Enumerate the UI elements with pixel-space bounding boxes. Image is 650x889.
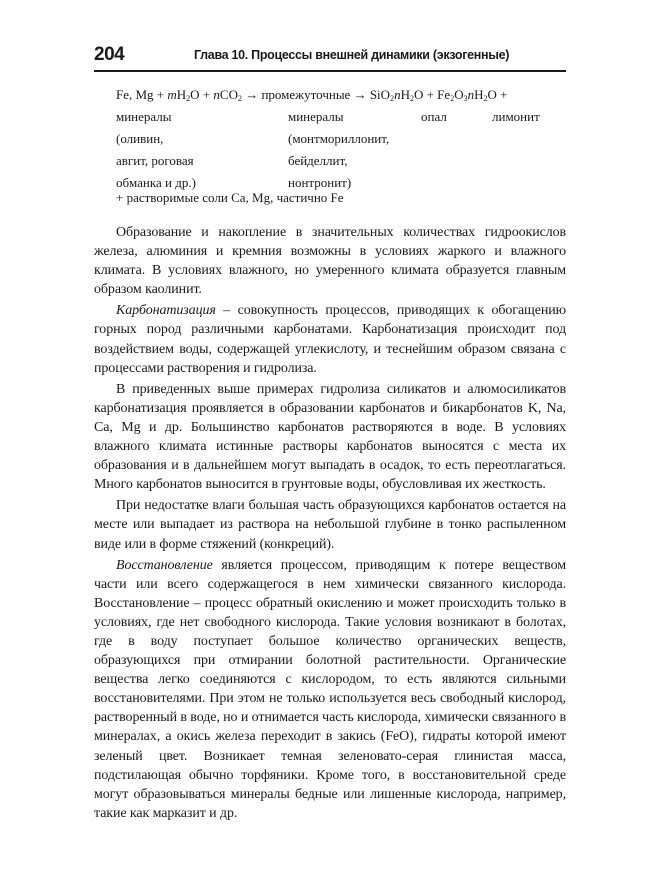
equation-text: H [400,87,410,102]
equation-subscript: 2 [186,94,191,103]
paragraph [94,556,566,823]
reaction-equation [116,87,507,103]
equation-text: → промежуточные → SiO [241,87,391,102]
column-line: минералы [288,109,344,124]
term-reduction: Восстановление [116,557,213,573]
soluble-salts-line: + растворимые соли Ca, Mg, частично Fe [116,190,344,205]
equation-text: O + [190,87,214,102]
opal-column [421,106,447,128]
paragraph [94,301,566,377]
page-header [94,44,566,68]
paragraph: Образование и накопление в значительных количествах гидроокислов железа, алюминия и кремния возможны в условиях жаркого и влажного климата. В условиях влажного, но умеренного климата образуется главным образом каолинит. [94,225,566,298]
running-title: Глава 10. Процессы внешней динамики (экзогенные) [194,48,510,62]
paragraph-text: – совокупность процессов, приводящих к обогащению горных пород различными карбонатами. Карбонатизация происходит под воздействием воды, содержащей углекислоту, и теснейшим образом связана с процессами растворения и гидролиза. [94,303,566,376]
equation-variable: n [213,87,220,102]
equation-variable: m [167,87,177,102]
equation-subscript: 3 [463,94,468,103]
equation-subscript: 2 [237,94,242,103]
column-line: (монтмориллонит, [288,131,390,146]
page-number: 204 [94,44,125,65]
column-line: опал [421,109,447,124]
equation-text: O + [487,87,508,102]
column-line: (оливин, [116,131,164,146]
equation-variable: n [467,87,475,102]
column-line: обманка и др.) [116,175,196,190]
equation-subscript: 2 [483,94,488,103]
equation-text: CO [219,87,238,102]
intermediate-minerals-column [288,106,389,194]
header-rule [94,70,566,72]
equation-subscript: 2 [390,94,395,103]
term-carbonatization: Карбонатизация [116,303,216,319]
equation-text: Fe, Mg + [116,87,168,102]
column-line: минералы [116,109,172,124]
equation-text: H [176,87,187,102]
body-text [94,223,566,823]
paragraph: В приведенных выше примерах гидролиза силикатов и алюмосиликатов карбонатизация проявляется в образовании карбонатов и бикарбонатов K, Na, Ca, Mg и др. Большинство карбонатов растворяются в воде. В условиях влажного климата истинные растворы карбонатов выносятся с места их образования и в дальнейшем могут выпадать в осадок, то есть переотлагаться. Много карбонатов выносится в грунтовые воды, обусловливая их жесткость. [94,381,566,493]
equation-text: O + Fe [413,87,451,102]
paragraph-text: является процессом, приводящим к потере веществом части или всего содержащегося в нем химически связанного кислорода. Восстановление – процесс обратный окислению и может происходить только в условиях, где нет свободного кислорода. Такие условия возникают в болотах, где в воду поступает большое количество органических веществ, образующихся при отмирании болотной растительности. Органические вещества легко соединяются с кислородом, то есть являются сильными восстановителями. При этом не только используется весь свободный кислород, растворенный в воде, но и отнимается часть кислорода, химически связанного в минералах, а окись железа переходит в закись (FeO), гидраты которой имеют зеленый цвет. Возникает темная зеленовато-серая глинистая масса, подстилающая обычно торфяники. Кроме того, в восстановительной среде могут образовываться минералы бедные или лишенные кислорода, например, такие как марказит и др. [94,557,566,821]
column-line: лимонит [492,109,540,124]
equation-text: O [454,87,464,102]
source-minerals-column [116,106,196,194]
equation-text: H [474,87,484,102]
equation-subscript: 2 [409,94,414,103]
column-line: нонтронит) [288,175,352,190]
column-line: авгит, роговая [116,153,194,168]
limonite-column [492,106,540,128]
equation-subscript: 2 [450,94,455,103]
equation-variable: n [394,87,401,102]
column-line: бейделлит, [288,153,348,168]
paragraph: При недостатке влаги большая часть образующихся карбонатов остается на месте или выпадает из раствора на небольшой глубине в тонко распыленном виде или в форме стяжений (конкреций). [94,498,566,552]
